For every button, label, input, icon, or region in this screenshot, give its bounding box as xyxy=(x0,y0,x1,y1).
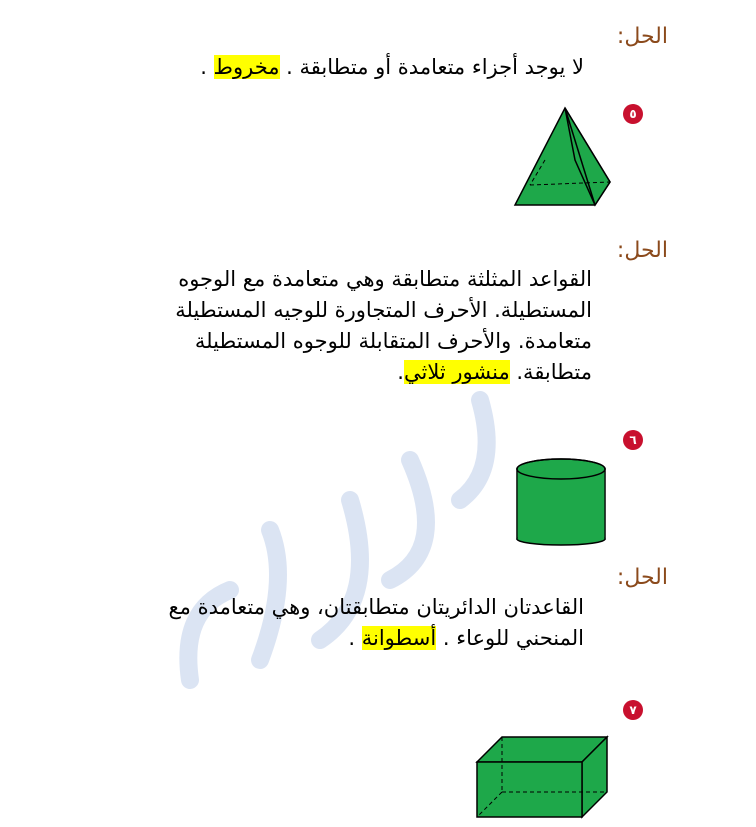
triangular-prism-figure xyxy=(510,100,620,210)
problem-number: ٧ xyxy=(623,700,643,720)
answer-tail: . xyxy=(397,360,404,384)
problem-number: ٦ xyxy=(623,430,643,450)
answer-tail: . xyxy=(348,626,362,650)
problem-number: ٥ xyxy=(623,104,643,124)
answer-text xyxy=(139,592,584,654)
answer-highlight: مخروط xyxy=(213,55,280,79)
answer-text xyxy=(184,52,584,83)
answer-highlight: أسطوانة xyxy=(361,626,437,650)
cylinder-figure xyxy=(515,455,607,547)
solution-label: الحل: xyxy=(616,238,668,263)
answer-body: القاعدتان الدائريتان متطابقتان، وهي متعامدة مع المنحني للوعاء . xyxy=(168,595,584,650)
solution-label: الحل: xyxy=(616,565,668,590)
answer-tail: . xyxy=(200,55,214,79)
solution-label: الحل: xyxy=(616,24,668,49)
answer-body: القواعد المثلثة متطابقة وهي متعامدة مع الوجوه المستطيلة. الأحرف المتجاورة للوجيه المستطيلة متعامدة. والأحرف المتقابلة للوجوه المستطيلة متطابقة. xyxy=(175,267,592,384)
answer-body: لا يوجد أجزاء متعامدة أو متطابقة . xyxy=(279,55,584,79)
watermark xyxy=(150,380,570,720)
answer-highlight: منشور ثلاثي xyxy=(403,360,510,384)
answer-text xyxy=(147,264,592,388)
rectangular-prism-figure xyxy=(472,732,612,822)
